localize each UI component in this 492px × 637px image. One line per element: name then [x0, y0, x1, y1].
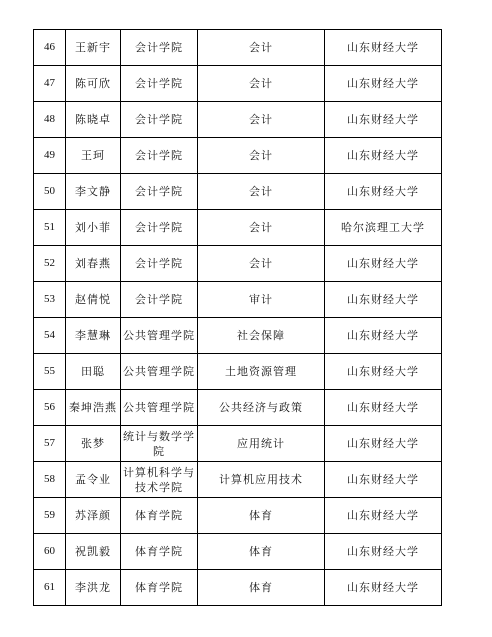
table-row [34, 318, 442, 354]
row-number: 52 [34, 246, 66, 282]
roster-table-body [34, 30, 442, 606]
university-name: 山东财经大学 [325, 534, 442, 570]
college-name: 计算机科学与技术学院 [121, 462, 198, 498]
major-name: 计算机应用技术 [198, 462, 325, 498]
college-name: 会计学院 [121, 66, 198, 102]
row-number: 49 [34, 138, 66, 174]
university-name: 山东财经大学 [325, 102, 442, 138]
major-name: 会计 [198, 66, 325, 102]
major-name: 会计 [198, 102, 325, 138]
student-name: 李文静 [66, 174, 121, 210]
table-row [34, 30, 442, 66]
major-name: 体育 [198, 570, 325, 606]
university-name: 山东财经大学 [325, 426, 442, 462]
major-name: 社会保障 [198, 318, 325, 354]
college-name: 统计与数学学院 [121, 426, 198, 462]
university-name: 山东财经大学 [325, 282, 442, 318]
row-number: 60 [34, 534, 66, 570]
college-name: 会计学院 [121, 102, 198, 138]
student-name: 陈可欣 [66, 66, 121, 102]
table-row [34, 138, 442, 174]
student-name: 苏泽颜 [66, 498, 121, 534]
student-name: 刘小菲 [66, 210, 121, 246]
table-row [34, 282, 442, 318]
table-row [34, 426, 442, 462]
college-name: 体育学院 [121, 498, 198, 534]
table-row [34, 210, 442, 246]
college-name: 体育学院 [121, 534, 198, 570]
table-row [34, 246, 442, 282]
university-name: 山东财经大学 [325, 30, 442, 66]
major-name: 会计 [198, 246, 325, 282]
major-name: 审计 [198, 282, 325, 318]
student-name: 王新宇 [66, 30, 121, 66]
university-name: 山东财经大学 [325, 462, 442, 498]
row-number: 50 [34, 174, 66, 210]
table-row [34, 570, 442, 606]
table-row [34, 390, 442, 426]
student-name: 陈晓卓 [66, 102, 121, 138]
university-name: 山东财经大学 [325, 66, 442, 102]
major-name: 会计 [198, 174, 325, 210]
row-number: 53 [34, 282, 66, 318]
college-name: 体育学院 [121, 570, 198, 606]
university-name: 山东财经大学 [325, 246, 442, 282]
row-number: 55 [34, 354, 66, 390]
college-name: 会计学院 [121, 138, 198, 174]
college-name: 会计学院 [121, 282, 198, 318]
row-number: 58 [34, 462, 66, 498]
college-name: 公共管理学院 [121, 318, 198, 354]
college-name: 会计学院 [121, 210, 198, 246]
major-name: 会计 [198, 30, 325, 66]
table-row [34, 462, 442, 498]
university-name: 山东财经大学 [325, 570, 442, 606]
university-name: 山东财经大学 [325, 354, 442, 390]
major-name: 体育 [198, 534, 325, 570]
student-name: 李慧琳 [66, 318, 121, 354]
student-name: 李洪龙 [66, 570, 121, 606]
major-name: 应用统计 [198, 426, 325, 462]
table-row [34, 66, 442, 102]
major-name: 公共经济与政策 [198, 390, 325, 426]
major-name: 土地资源管理 [198, 354, 325, 390]
row-number: 46 [34, 30, 66, 66]
college-name: 会计学院 [121, 174, 198, 210]
student-name: 赵倩悦 [66, 282, 121, 318]
table-row [34, 498, 442, 534]
row-number: 61 [34, 570, 66, 606]
table-row [34, 174, 442, 210]
table-row [34, 102, 442, 138]
row-number: 51 [34, 210, 66, 246]
roster-table [33, 29, 442, 606]
university-name: 山东财经大学 [325, 318, 442, 354]
row-number: 59 [34, 498, 66, 534]
student-name: 田聪 [66, 354, 121, 390]
university-name: 山东财经大学 [325, 390, 442, 426]
table-row [34, 354, 442, 390]
major-name: 体育 [198, 498, 325, 534]
row-number: 54 [34, 318, 66, 354]
student-name: 张梦 [66, 426, 121, 462]
row-number: 47 [34, 66, 66, 102]
college-name: 公共管理学院 [121, 390, 198, 426]
university-name: 山东财经大学 [325, 498, 442, 534]
student-name: 祝凯毅 [66, 534, 121, 570]
major-name: 会计 [198, 210, 325, 246]
university-name: 山东财经大学 [325, 138, 442, 174]
university-name: 哈尔滨理工大学 [325, 210, 442, 246]
table-row [34, 534, 442, 570]
student-name: 刘春燕 [66, 246, 121, 282]
row-number: 56 [34, 390, 66, 426]
student-name: 秦坤浩燕 [66, 390, 121, 426]
college-name: 会计学院 [121, 30, 198, 66]
college-name: 会计学院 [121, 246, 198, 282]
college-name: 公共管理学院 [121, 354, 198, 390]
student-name: 孟令业 [66, 462, 121, 498]
student-name: 王珂 [66, 138, 121, 174]
row-number: 48 [34, 102, 66, 138]
row-number: 57 [34, 426, 66, 462]
major-name: 会计 [198, 138, 325, 174]
university-name: 山东财经大学 [325, 174, 442, 210]
